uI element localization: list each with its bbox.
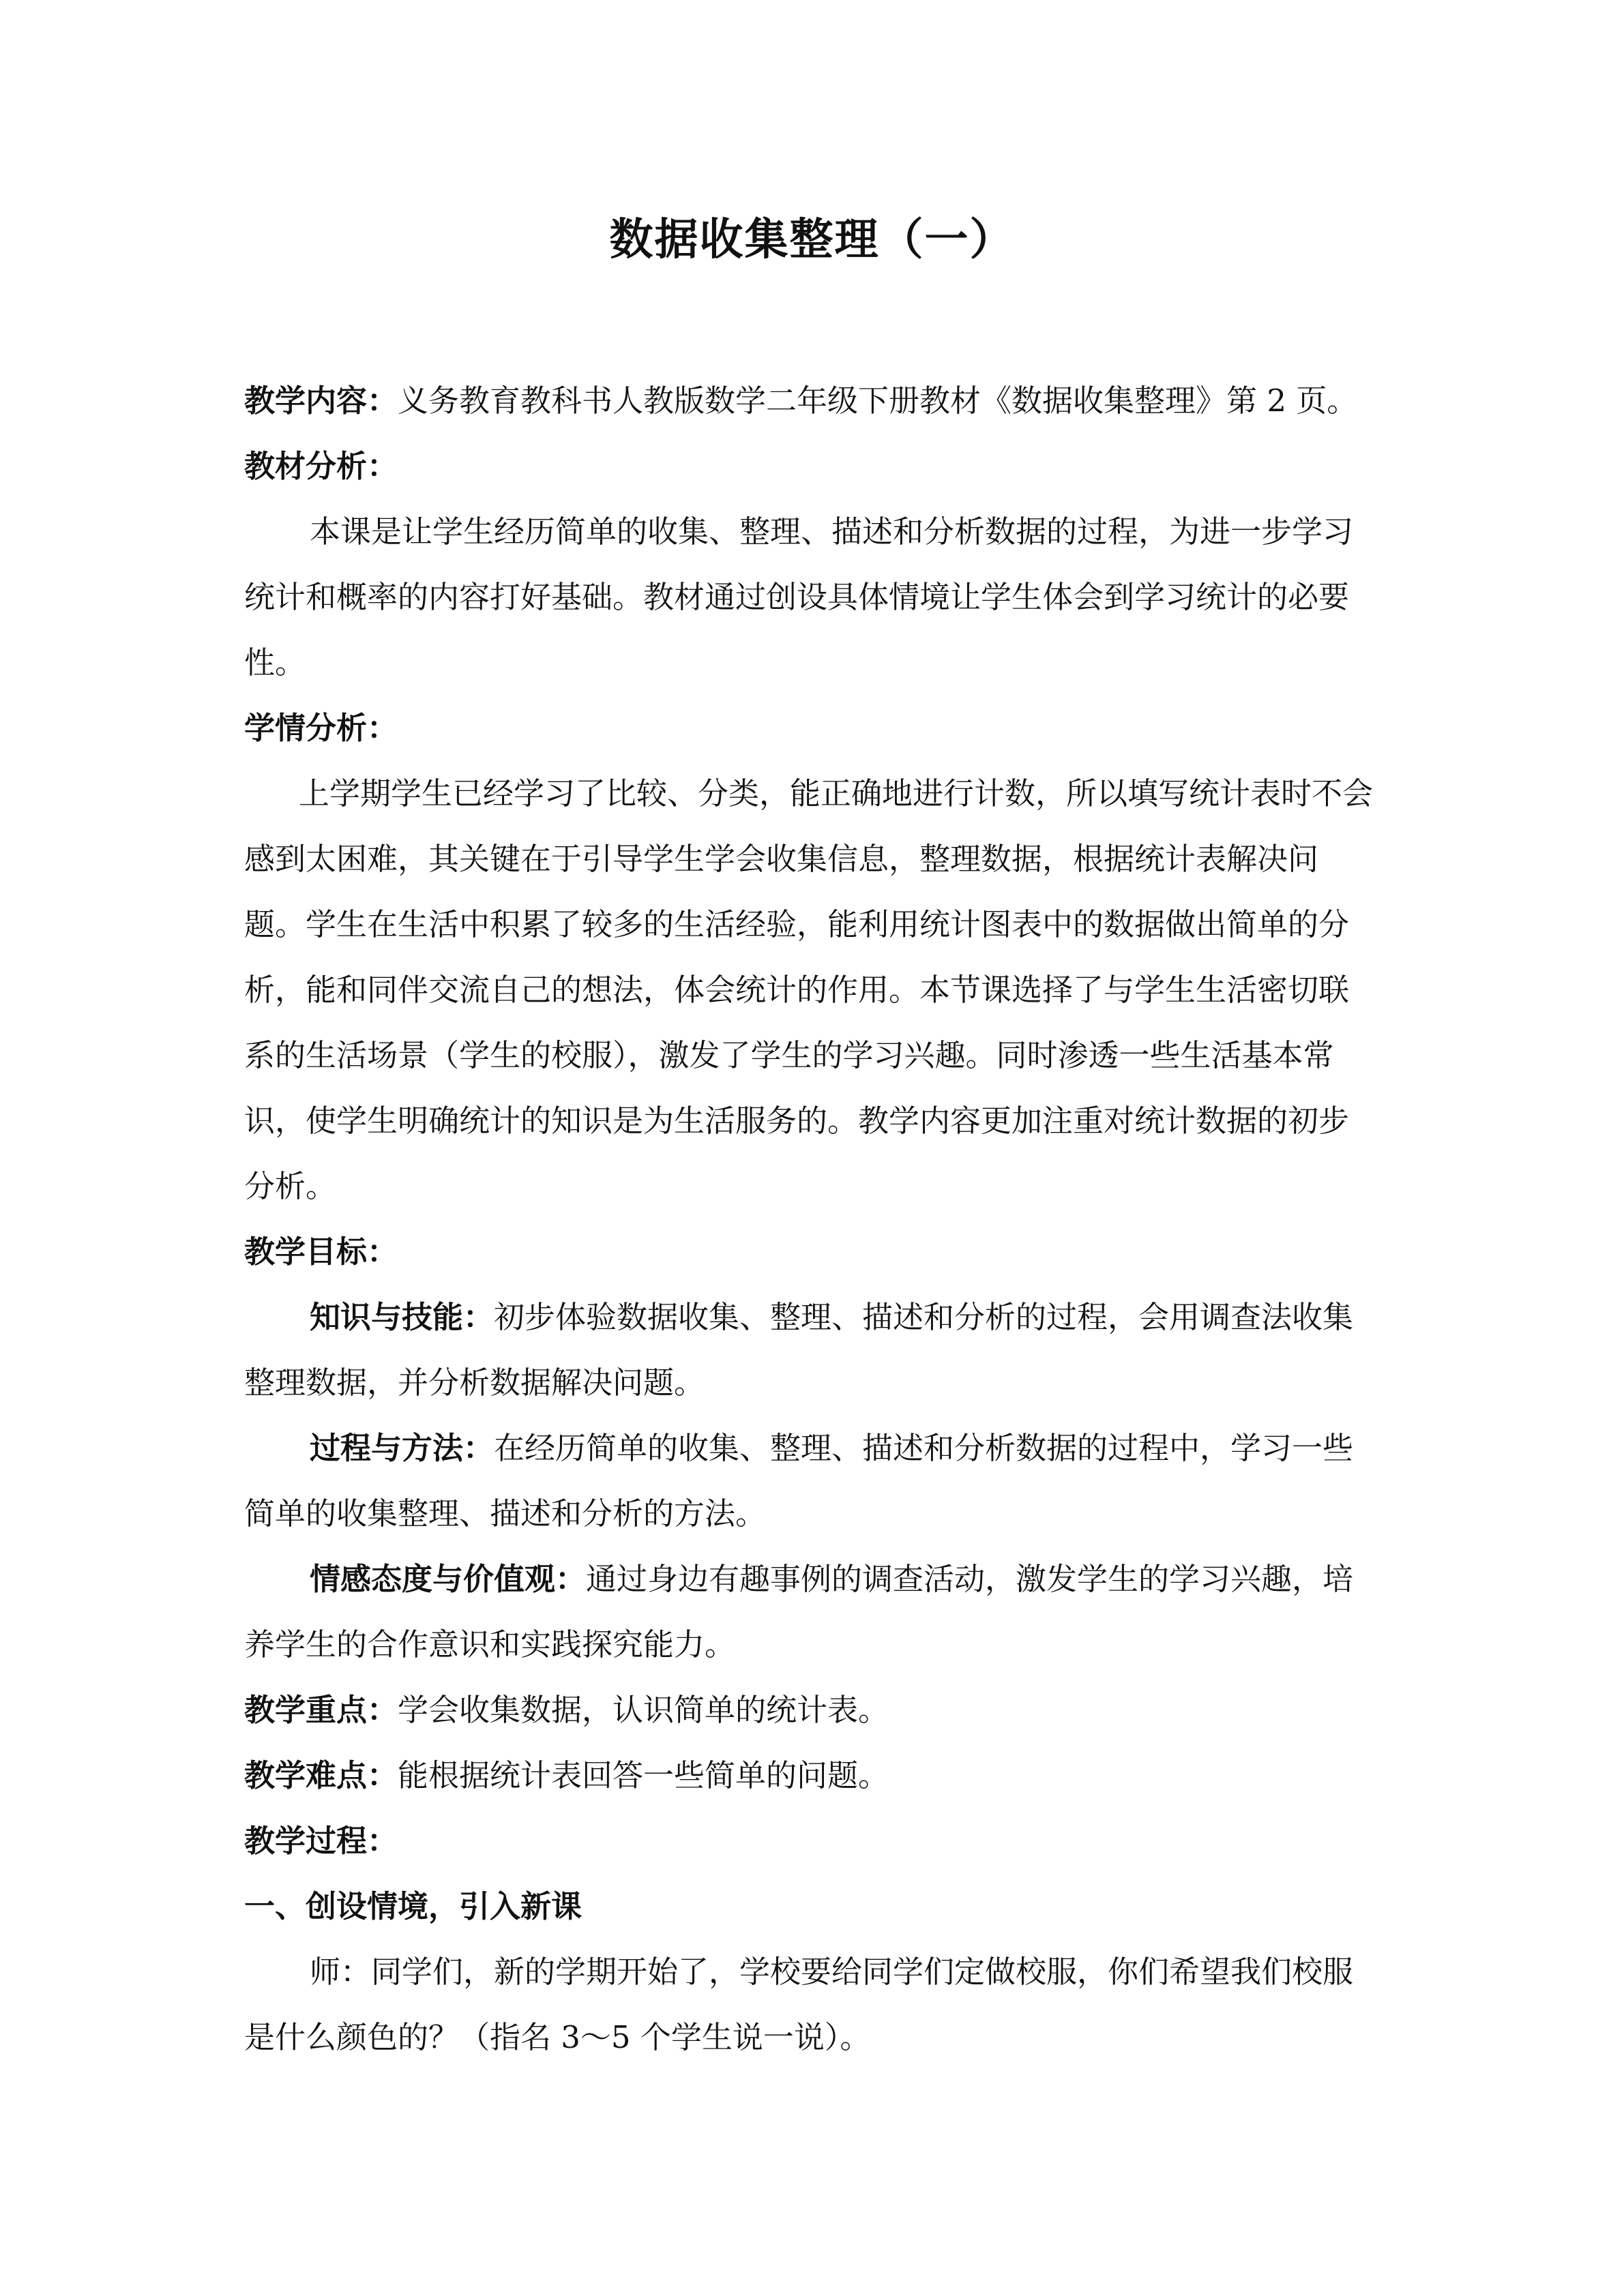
teacher-text: 师：同学们，新的学期开始了，学校要给同学们定做校服，你们希望我们校服是什么颜色的？（指名 3～5 个学生说一说）。 <box>244 1954 1354 2055</box>
process-heading: 教学过程： <box>244 1823 398 1859</box>
textbook-analysis-text: 本课是让学生经历简单的收集、整理、描述和分析数据的过程，为进一步学习统计和概率的内容打好基础。教材通过创设具体情境让学生体会到学习统计的必要性。 <box>244 513 1354 681</box>
objective-attitude-label: 情感态度与价值观： <box>310 1561 587 1597</box>
objective-process <box>244 1416 1376 1547</box>
difficulty-text: 能根据统计表回答一些简单的问题。 <box>398 1757 889 1793</box>
objective-process-label: 过程与方法： <box>310 1430 494 1466</box>
teaching-content <box>244 368 1376 434</box>
teaching-content-text: 义务教育教科书人教版数学二年级下册教材《数据收集整理》第 2 页。 <box>398 383 1358 419</box>
objective-process-text: 在经历简单的收集、整理、描述和分析数据的过程中，学习一些简单的收集整理、描述和分析的方法。 <box>244 1430 1354 1532</box>
student-analysis-heading: 学情分析： <box>244 710 398 746</box>
student-analysis-text: 上学期学生已经学习了比较、分类，能正确地进行计数，所以填写统计表时不会感到太困难，其关键在于引导学生学会收集信息，整理数据，根据统计表解决问题。学生在生活中积累了较多的生活经验，能利用统计图表中的数据做出简单的分析，能和同伴交流自己的想法，体会统计的作用。本节课选择了与学生生活密切联系的生活场景（学生的校服），激发了学生的学习兴趣。同时渗透一些生活基本常识，使学生明确统计的知识是为生活服务的。教学内容更加注重对统计数据的初步分析。 <box>244 775 1374 1204</box>
textbook-analysis-heading: 教材分析： <box>244 448 398 484</box>
key-point <box>244 1678 1376 1743</box>
key-point-label: 教学重点： <box>244 1692 398 1728</box>
page-title: 数据收集整理（一） <box>609 214 1015 265</box>
difficulty-label: 教学难点： <box>244 1757 398 1793</box>
difficulty <box>244 1743 1376 1808</box>
objective-knowledge-text: 初步体验数据收集、整理、描述和分析的过程，会用调查法收集整理数据，并分析数据解决问题。 <box>244 1299 1354 1401</box>
objectives-heading: 教学目标： <box>244 1234 398 1270</box>
document-body <box>244 368 1376 2070</box>
objective-knowledge <box>244 1285 1376 1416</box>
teaching-content-label: 教学内容： <box>244 383 398 419</box>
objective-attitude-text: 通过身边有趣事例的调查活动，激发学生的学习兴趣，培养学生的合作意识和实践探究能力。 <box>244 1561 1354 1663</box>
key-point-text: 学会收集数据，认识简单的统计表。 <box>398 1692 889 1728</box>
section-1-heading: 一、创设情境，引入新课 <box>244 1888 582 1924</box>
objective-knowledge-label: 知识与技能： <box>310 1299 494 1335</box>
objective-attitude <box>244 1547 1376 1678</box>
